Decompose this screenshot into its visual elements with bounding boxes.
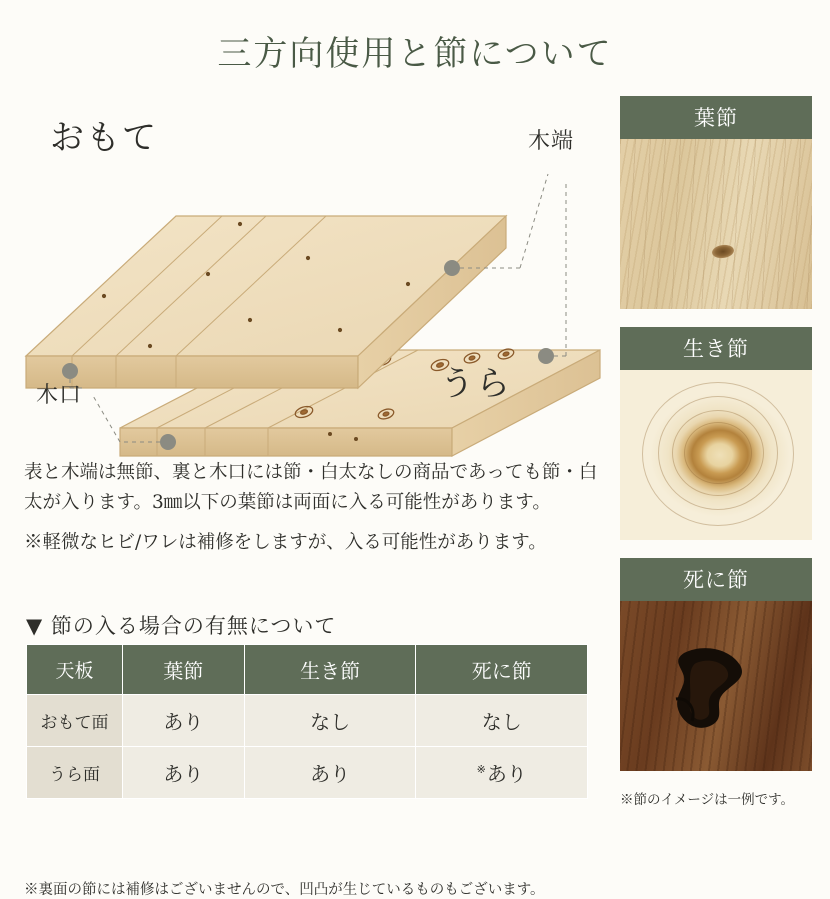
dead-knot-shape-icon	[656, 639, 768, 735]
knot-table-wrap	[26, 644, 588, 799]
photo-card-shinibushi	[620, 558, 812, 771]
description-note: ※軽微なヒビ/ワレは補修をしますが、入る可能性があります。	[24, 531, 547, 553]
photo-image-ikibushi	[620, 370, 812, 540]
page-title: 三方向使用と節について	[217, 34, 613, 74]
photo-image-hafushi	[620, 139, 812, 309]
photo-title-hafushi: 葉節	[620, 96, 812, 139]
cell-omote-shinibushi: なし	[416, 695, 588, 747]
label-omote: おもて	[50, 118, 158, 158]
description-paragraph: 表と木端は無節、裏と木口には節・白太なしの商品であっても節・白太が入ります。3㎜以下の葉節は両面に入る可能性があります。	[24, 462, 598, 513]
photo-title-shinibushi: 死に節	[620, 558, 812, 601]
label-ura: うら	[440, 364, 512, 404]
cell-ura-ikibushi: あり	[244, 747, 416, 799]
cell-ura-shinibushi	[416, 747, 588, 799]
cell-ura-shinibushi-mark: ※	[476, 763, 486, 777]
photo-column	[620, 96, 812, 789]
table-row	[27, 695, 588, 747]
left-column	[0, 88, 612, 898]
cell-omote-hafushi: あり	[123, 695, 245, 747]
photo-card-ikibushi	[620, 327, 812, 540]
photos-footnote: ※節のイメージは一例です。	[620, 792, 795, 808]
photo-title-ikibushi: 生き節	[620, 327, 812, 370]
cell-ura-hafushi: あり	[123, 747, 245, 799]
growth-ring-icon	[642, 382, 794, 526]
table-header-shinibushi: 死に節	[416, 645, 588, 695]
table-header-row	[27, 645, 588, 695]
leaf-knot-mark-icon	[711, 244, 735, 260]
table-header-ikibushi: 生き節	[244, 645, 416, 695]
cell-omote-ikibushi: なし	[244, 695, 416, 747]
label-kobashi: 木端	[528, 129, 575, 154]
table-row	[27, 747, 588, 799]
table-footnote: ※裏面の節には補修はございませんので、凹凸が生じているものもございます。	[24, 882, 545, 898]
table-row-label-ura: うら面	[27, 747, 123, 799]
table-heading: ▼ 節の入る場合の有無について	[26, 614, 337, 638]
knot-table	[26, 644, 588, 799]
table-header-tenban: 天板	[27, 645, 123, 695]
table-row-label-omote: おもて面	[27, 695, 123, 747]
photo-image-shinibushi	[620, 601, 812, 771]
label-koguchi: 木口	[36, 383, 83, 408]
cell-ura-shinibushi-value: あり	[486, 762, 527, 786]
photo-card-hafushi	[620, 96, 812, 309]
description-block	[24, 458, 604, 558]
table-header-hafushi: 葉節	[123, 645, 245, 695]
board-diagram	[0, 88, 612, 438]
